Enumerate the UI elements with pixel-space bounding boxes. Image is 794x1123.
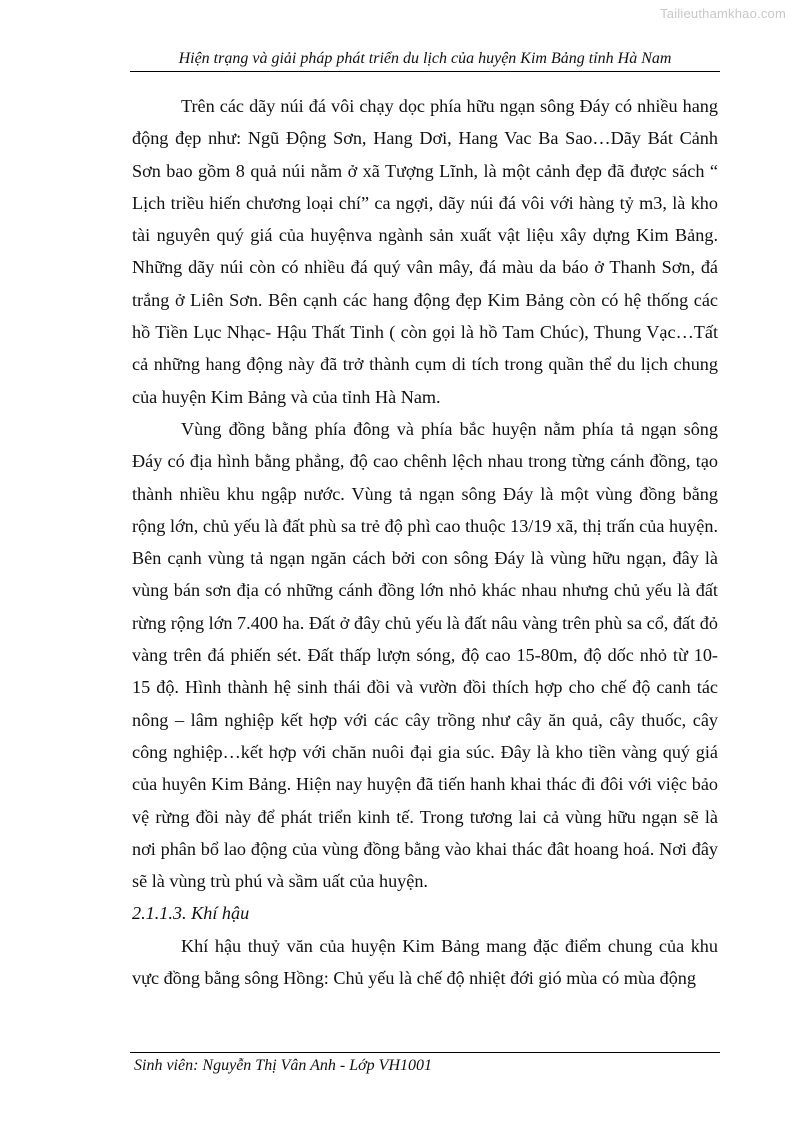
page-header: Hiện trạng và giải pháp phát triển du lịch của huyện Kim Bảng tỉnh Hà Nam	[130, 50, 720, 72]
paragraph: Trên các dãy núi đá vôi chạy dọc phía hữu ngạn sông Đáy có nhiều hang động đẹp như: Ngũ Động Sơn, Hang Dơi, Hang Vac Ba Sao…Dãy Bát Cảnh Sơn bao gồm 8 quả núi nằm ở xã Tượng Lĩnh, là một cảnh đẹp đã được sách “ Lịch triều hiến chương loại chí” ca ngợi, dãy núi đá vôi với hàng tỷ m3, là kho tài nguyên quý giá của huyệnva ngành sản xuất vật liệu xây dựng Kim Bảng. Những dãy núi còn có nhiều đá quý vân mây, đá màu da báo ở Thanh Sơn, đá trắng ở Liên Sơn. Bên cạnh các hang động đẹp Kim Bảng còn có hệ thống các hồ Tiền Lục Nhạc- Hậu Thất Tinh ( còn gọi là hồ Tam Chúc), Thung Vạc…Tất cả những hang động này đã trở thành cụm di tích trong quần thể du lịch chung của huyện Kim Bảng và của tỉnh Hà Nam.	[132, 96, 718, 407]
section-heading: 2.1.1.3. Khí hậu	[132, 903, 250, 924]
document-body	[132, 90, 718, 994]
paragraph: Khí hậu thuỷ văn của huyện Kim Bảng mang đặc điểm chung của khu vực đồng bằng sông Hồng: Chủ yếu là chế độ nhiệt đới gió mùa có mùa động	[132, 935, 718, 989]
paragraph: Vùng đồng bằng phía đông và phía bắc huyện nằm phía tả ngạn sông Đáy có địa hình bằng phẳng, độ cao chênh lệch nhau trong từng cánh đồng, tạo thành nhiều khu ngập nước. Vùng tả ngạn sông Đáy là một vùng đồng bằng rộng lớn, chủ yếu là đất phù sa trẻ độ phì cao thuộc 13/19 xã, thị trấn của huyện. Bên cạnh vùng tả ngạn ngăn cách bởi con sông Đáy là vùng hữu ngạn, đây là vùng bán sơn địa có những cánh đồng lớn nhỏ khác nhau nhưng chủ yếu là đất rừng rộng lớn 7.400 ha. Đất ở đây chủ yếu là đất nâu vàng trên phù sa cổ, đất đỏ vàng trên đá phiến sét. Đất thấp lượn sóng, độ cao 15-80m, độ dốc nhỏ từ 10- 15 độ. Hình thành hệ sinh thái đồi và vườn đồi thích hợp cho chế độ canh tác nông – lâm nghiệp kết hợp với các cây trồng như cây ăn quả, cây thuốc, cây công nghiệp…kết hợp với chăn nuôi đại gia súc. Đây là kho tiền vàng quý giá của huyên Kim Bảng. Hiện nay huyện đã tiến hanh khai thác đi đôi với việc bảo vệ rừng đồi này để phát triển kinh tế. Trong tương lai cả vùng hữu ngạn sẽ là nơi phân bổ lao động của vùng đồng bằng vào khai thác đât hoang hoá. Nơi đây sẽ là vùng trù phú và sầm uất của huyện.	[132, 418, 718, 892]
watermark: Tailieuthamkhao.com	[660, 6, 786, 21]
page-footer: Sinh viên: Nguyễn Thị Vân Anh - Lớp VH1001	[134, 1057, 432, 1074]
footer-divider	[130, 1052, 720, 1053]
